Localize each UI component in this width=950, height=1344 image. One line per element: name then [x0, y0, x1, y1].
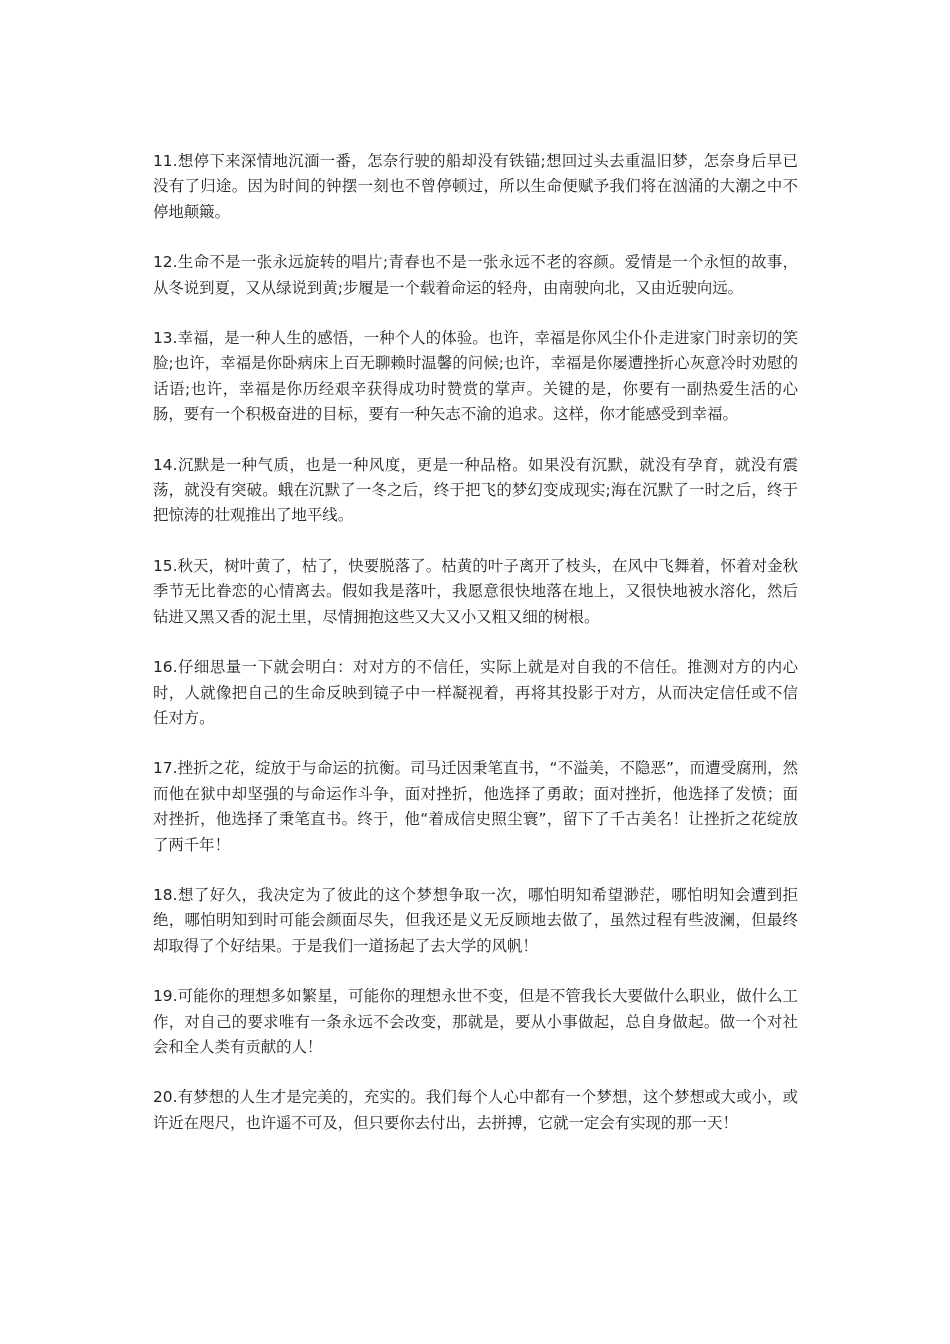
- paragraph-17: 17.挫折之花，绽放于与命运的抗衡。司马迁因秉笔直书，“不溢美，不隐恶”，而遭受腐刑，然而他在狱中却坚强的与命运作斗争，面对挫折，他选择了勇敢；面对挫折，他选择了发愤；面对挫折，他选择了秉笔直书。终于，他“着成信史照尘寰”，留下了千古美名！让挫折之花绽放了两千年！: [153, 759, 798, 854]
- paragraph-20: 20.有梦想的人生才是完美的，充实的。我们每个人心中都有一个梦想，这个梦想或大或小，或许近在咫尺，也许遥不可及，但只要你去付出，去拼搏，它就一定会有实现的那一天！: [153, 1088, 798, 1132]
- paragraph-11: 11.想停下来深情地沉湎一番，怎奈行驶的船却没有铁锚;想回过头去重温旧梦，怎奈身后早已没有了归途。因为时间的钟摆一刻也不曾停顿过，所以生命便赋予我们将在汹涌的大潮之中不停地颠簸。: [153, 152, 798, 221]
- paragraph-19: 19.可能你的理想多如繁星，可能你的理想永世不变，但是不管我长大要做什么职业，做什么工作，对自己的要求唯有一条永远不会改变，那就是，要从小事做起，总自身做起。做一个对社会和全人类有贡献的人！: [153, 987, 798, 1056]
- paragraph-13: 13.幸福，是一种人生的感悟，一种个人的体验。也许，幸福是你风尘仆仆走进家门时亲切的笑脸;也许，幸福是你卧病床上百无聊赖时温馨的问候;也许，幸福是你屡遭挫折心灰意冷时劝慰的话语;也许，幸福是你历经艰辛获得成功时赞赏的掌声。关键的是，你要有一副热爱生活的心肠，要有一个积极奋进的目标，要有一种矢志不渝的追求。这样，你才能感受到幸福。: [153, 329, 798, 424]
- paragraph-14: 14.沉默是一种气质，也是一种风度，更是一种品格。如果没有沉默，就没有孕育，就没有震荡，就没有突破。蛾在沉默了一冬之后，终于把飞的梦幻变成现实;海在沉默了一时之后，终于把惊涛的壮观推出了地平线。: [153, 455, 798, 525]
- paragraph-12: 12.生命不是一张永远旋转的唱片;青春也不是一张永远不老的容颜。爱情是一个永恒的故事，从冬说到夏，又从绿说到黄;步履是一个载着命运的轻舟，由南驶向北，又由近驶向远。: [153, 253, 798, 297]
- paragraph-16: 16.仔细思量一下就会明白：对对方的不信任，实际上就是对自我的不信任。推测对方的内心时，人就像把自己的生命反映到镜子中一样凝视着，再将其投影于对方，从而决定信任或不信任对方。: [153, 658, 798, 727]
- paragraph-18: 18.想了好久，我决定为了彼此的这个梦想争取一次，哪怕明知希望渺茫，哪怕明知会遭到拒绝，哪怕明知到时可能会颜面尽失，但我还是义无反顾地去做了，虽然过程有些波澜，但最终却取得了个好结果。于是我们一道扬起了去大学的风帆！: [153, 885, 798, 955]
- document-body: [153, 149, 798, 1161]
- paragraph-15: 15.秋天，树叶黄了，枯了，快要脱落了。枯黄的叶子离开了枝头，在风中飞舞着，怀着对金秋季节无比眷恋的心情离去。假如我是落叶，我愿意很快地落在地上，又很快地被水溶化，然后钻进又黑又香的泥土里，尽情拥抱这些又大又小又粗又细的树根。: [153, 556, 798, 626]
